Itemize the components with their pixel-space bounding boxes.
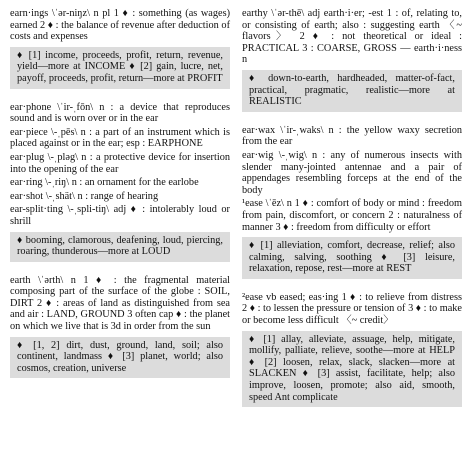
spacer bbox=[10, 268, 230, 275]
right-dictionary-entry: ¹ease \ˈēz\ n 1 ♦ : comfort of body or mind : freedom from pain, discomfort, or concern 2 : naturalness of manner 3 ♦ : freedom from difficulty or effort bbox=[242, 198, 462, 233]
left-synonym-box: ♦ [1, 2] dirt, dust, ground, land, soil; also continent, landmass ♦ [3] planet, world; also cosmos, creation, universe bbox=[10, 337, 230, 379]
spacer bbox=[242, 285, 462, 292]
spacer bbox=[242, 118, 462, 125]
left-synonym-box: ♦ [1] income, proceeds, profit, return, revenue, yield—more at INCOME ♦ [2] gain, lucre, net, payoff, proceeds, profit, return—more at PROFIT bbox=[10, 47, 230, 89]
right-dictionary-entry: earthy \ˈər-thē\ adj earth·i·er; -est 1 : of, relating to, or consisting of earth; also : suggesting earth 〈~ flavors〉 2 ♦ : not theoretical or ideal : PRACTICAL 3 : COARSE, GROSS — earth·i·ness n bbox=[242, 8, 462, 66]
left-dictionary-entry: earth \ˈərth\ n 1 ♦ : the fragmental material composing part of the surface of the globe : SOIL, DIRT 2 ♦ : areas of land as distinguished from sea and air : LAND, GROUND 3 often cap ♦ : the planet on which we live that is 3d in order from the sun bbox=[10, 274, 230, 333]
left-dictionary-entry: ear·phone \ˈir-ˌfōn\ n : a device that reproduces sound and is worn over or in the ear bbox=[10, 101, 230, 125]
right-synonym-box: ♦ [1] allay, alleviate, assuage, help, mitigate, mollify, palliate, relieve, soothe—more at HELP ♦ [2] loosen, relax, slack, slacken—more at SLACKEN ♦ [3] assist, facilitate, help; also improve, loosen, promote; also aid, smooth, speed Ant complicate bbox=[242, 331, 462, 408]
left-synonym-box: ♦ booming, clamorous, deafening, loud, piercing, roaring, thunderous—more at LOUD bbox=[10, 232, 230, 262]
left-dictionary-entry: ear·ring \-ˌriŋ\ n : an ornament for the earlobe bbox=[10, 177, 199, 189]
right-dictionary-entry: ear·wig \-ˌwig\ n : any of numerous insects with slender many-jointed antennae and a pair of appendages resembling forceps at the end of the body bbox=[242, 149, 462, 196]
right-dictionary-entry: ear·wax \ˈir-ˌwaks\ n : the yellow waxy secretion from the ear bbox=[242, 124, 462, 148]
left-dictionary-entry: ear·plug \-ˌpləg\ n : a protective device for insertion into the opening of the ear bbox=[10, 151, 230, 175]
spacer bbox=[10, 95, 230, 102]
left-column bbox=[10, 8, 230, 384]
left-dictionary-entry: earn·ings \ˈər-niŋz\ n pl 1 ♦ : something (as wages) earned 2 ♦ : the balance of revenue after deduction of costs and expenses bbox=[10, 8, 230, 43]
right-synonym-box: ♦ down-to-earth, hardheaded, matter-of-fact, practical, pragmatic, realistic—more at REALISTIC bbox=[242, 70, 462, 112]
left-dictionary-entry: ear·piece \-ˌpēs\ n : a part of an instrument which is placed against or in the ear; esp : EARPHONE bbox=[10, 126, 230, 150]
right-column bbox=[242, 8, 462, 413]
left-dictionary-entry: ear·shot \-ˌshät\ n : range of hearing bbox=[10, 190, 159, 202]
right-dictionary-entry: ²ease vb eased; eas·ing 1 ♦ : to relieve from distress 2 ♦ : to lessen the pressure or tension of 3 ♦ : to make or become less difficult 〈~ credit〉 bbox=[242, 291, 462, 327]
left-dictionary-entry: ear-split·ting \-ˌspli-tiŋ\ adj ♦ : intolerably loud or shrill bbox=[10, 204, 230, 227]
right-synonym-box: ♦ [1] alleviation, comfort, decrease, relief; also calming, salving, soothing ♦ [3] leisure, relaxation, repose, rest—more at REST bbox=[242, 237, 462, 279]
dictionary-page bbox=[10, 8, 462, 464]
